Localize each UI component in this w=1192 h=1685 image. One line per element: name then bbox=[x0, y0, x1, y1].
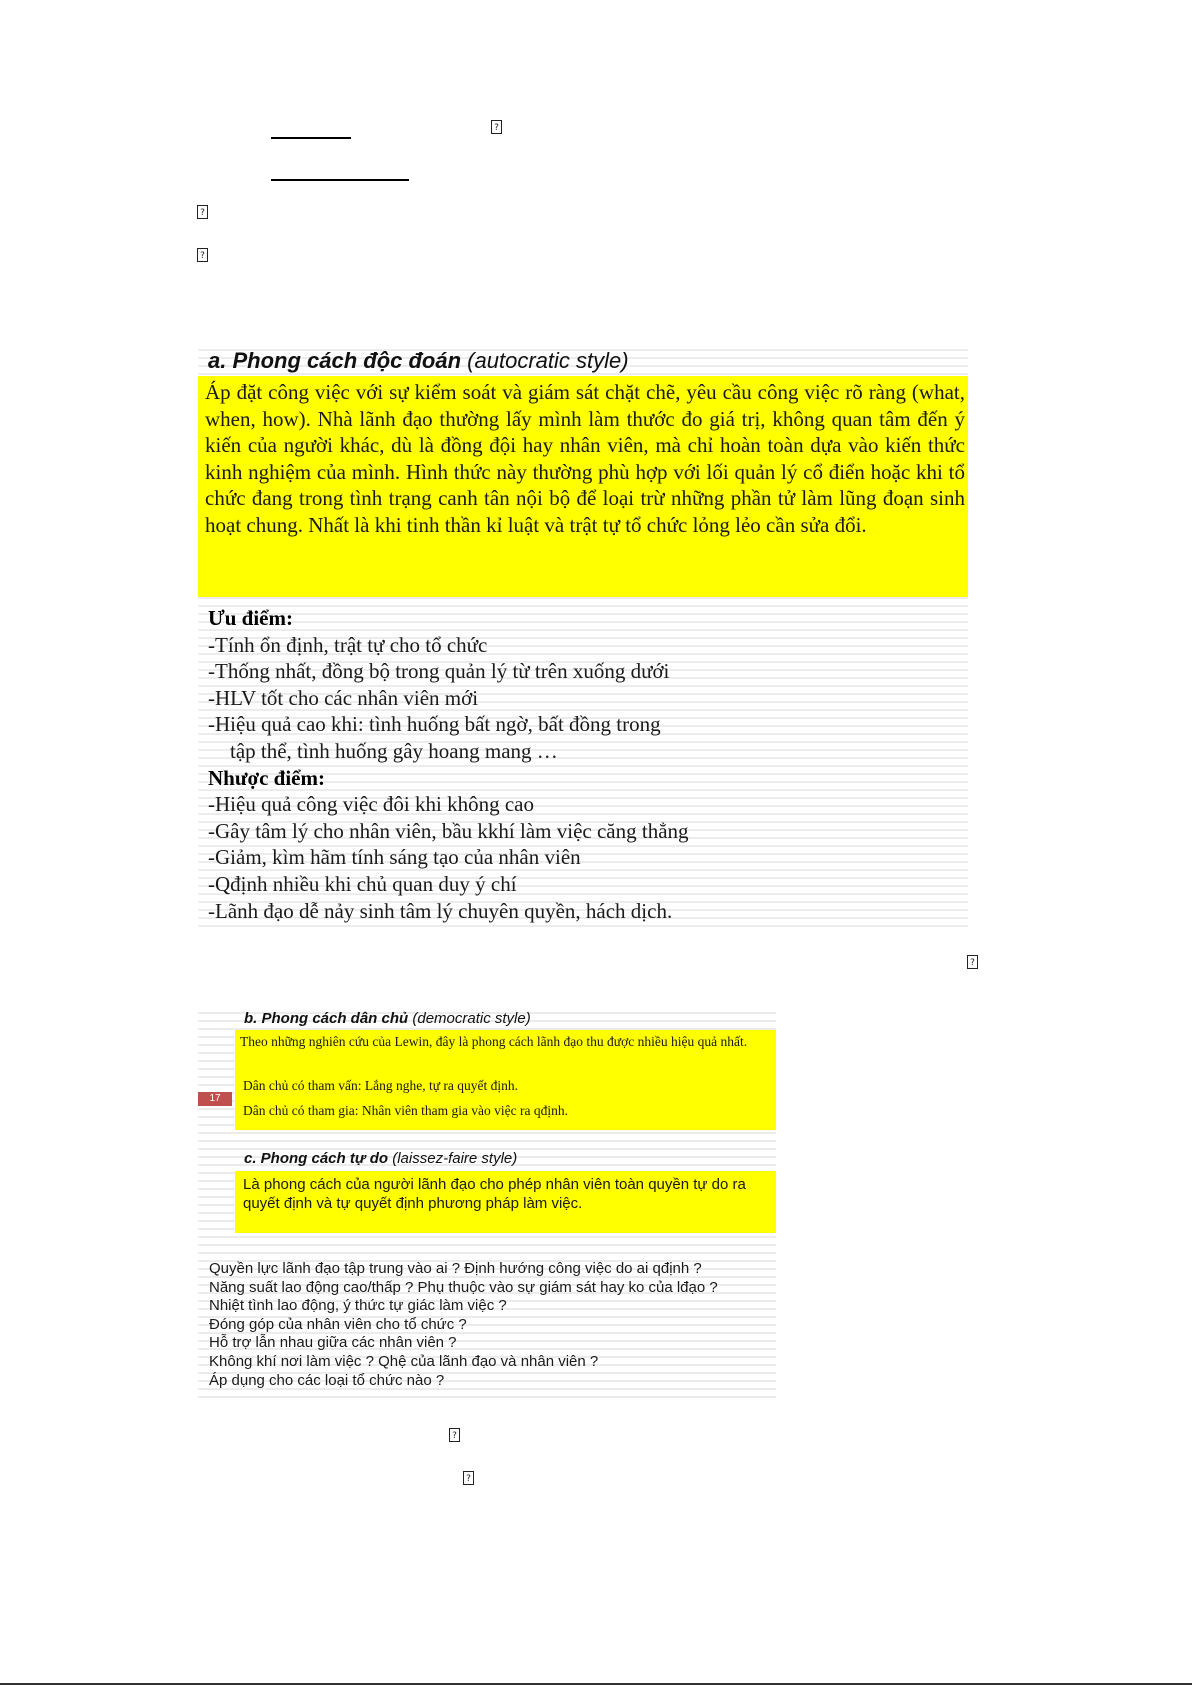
list-item: Nhiệt tình lao động, ý thức tự giác làm việc ? bbox=[209, 1297, 507, 1315]
slide-autocratic-style bbox=[198, 343, 968, 928]
missing-glyph-icon: ? bbox=[197, 205, 208, 219]
list-item: -Gây tâm lý cho nhân viên, bầu kkhí làm việc căng thẳng bbox=[208, 818, 689, 843]
democratic-participative: Dân chủ có tham gia: Nhân viên tham gia vào việc ra qđịnh. bbox=[243, 1103, 569, 1118]
slide-democratic-laissez-faire bbox=[198, 1006, 776, 1403]
list-item: -Lãnh đạo dễ nảy sinh tâm lý chuyên quyền, hách dịch. bbox=[208, 898, 673, 923]
blank-underline bbox=[271, 137, 351, 139]
list-item: -HLV tốt cho các nhân viên mới bbox=[208, 685, 479, 710]
pros-cons-list bbox=[208, 605, 689, 924]
section-title-laissez-faire: c. Phong cách tự do (laissez-faire style) bbox=[244, 1150, 518, 1167]
blank-underline bbox=[271, 179, 409, 181]
slide-number-badge: 17 bbox=[198, 1092, 232, 1106]
slide-title: a. Phong cách độc đoán (autocratic style) bbox=[208, 348, 629, 373]
list-item: -Qđịnh nhiều khi chủ quan duy ý chí bbox=[208, 871, 517, 896]
list-item: tập thể, tình huống gây hoang mang … bbox=[230, 738, 558, 763]
missing-glyph-icon: ? bbox=[197, 248, 208, 262]
description-paragraph: Áp đặt công việc với sự kiểm soát và giám sát chặt chẽ, yêu cầu công việc rõ ràng (what, when, how). Nhà lãnh đạo thường lấy mình làm thước đo giá trị, không quan tâm đến ý kiến của người khác, dù là đồng đội hay nhân viên, mà chỉ hoàn toàn dựa vào kiến thức kinh nghiệm của mình. Hình thức này thường phù hợp với lối quản lý cổ điển hoặc khi tổ chức đang trong tình trạng canh tân nội bộ để loại trừ những phần tử làm lũng đoạn sinh hoạt chung. Nhất là khi tinh thần kỉ luật và trật tự tổ chức lỏng lẻo cần sửa đổi. bbox=[205, 380, 965, 537]
list-item: -Hiệu quả công việc đôi khi không cao bbox=[208, 792, 534, 817]
list-item: Không khí nơi làm việc ? Qhệ của lãnh đạo và nhân viên ? bbox=[209, 1352, 599, 1370]
list-item: -Giảm, kìm hãm tính sáng tạo của nhân viên bbox=[208, 845, 581, 870]
democratic-text: Theo những nghiên cứu của Lewin, đây là phong cách lãnh đạo thu được nhiều hiệu quả nhất. bbox=[240, 1034, 748, 1049]
list-item: Áp dụng cho các loại tổ chức nào ? bbox=[209, 1371, 445, 1389]
cons-heading: Nhược điểm: bbox=[208, 765, 325, 790]
list-item: Đóng góp của nhân viên cho tổ chức ? bbox=[209, 1315, 467, 1333]
discussion-questions bbox=[209, 1260, 718, 1390]
list-item: Quyền lực lãnh đạo tập trung vào ai ? Định hướng công việc do ai qđịnh ? bbox=[209, 1260, 702, 1277]
list-item: -Hiệu quả cao khi: tình huống bất ngờ, bất đồng trong bbox=[208, 712, 661, 737]
section-title-democratic: b. Phong cách dân chủ (democratic style) bbox=[244, 1010, 531, 1027]
missing-glyph-icon: ? bbox=[449, 1428, 460, 1442]
missing-glyph-icon: ? bbox=[967, 955, 978, 969]
list-item: Hỗ trợ lẫn nhau giữa các nhân viên ? bbox=[209, 1334, 457, 1352]
democratic-consultative: Dân chủ có tham vấn: Lắng nghe, tự ra quyết định. bbox=[243, 1078, 518, 1093]
list-item: -Thống nhất, đồng bộ trong quản lý từ trên xuống dưới bbox=[208, 659, 670, 684]
list-item: -Tính ổn định, trật tự cho tổ chức bbox=[208, 632, 488, 657]
pros-heading: Ưu điểm: bbox=[208, 606, 293, 630]
missing-glyph-icon: ? bbox=[463, 1471, 474, 1485]
list-item: Năng suất lao động cao/thấp ? Phụ thuộc vào sự giám sát hay ko của lđạo ? bbox=[209, 1278, 718, 1296]
missing-glyph-icon: ? bbox=[491, 120, 502, 134]
laissez-faire-text: Là phong cách của người lãnh đạo cho phép nhân viên toàn quyền tự do ra quyết định và tự quyết định phương pháp làm việc. bbox=[243, 1176, 746, 1212]
